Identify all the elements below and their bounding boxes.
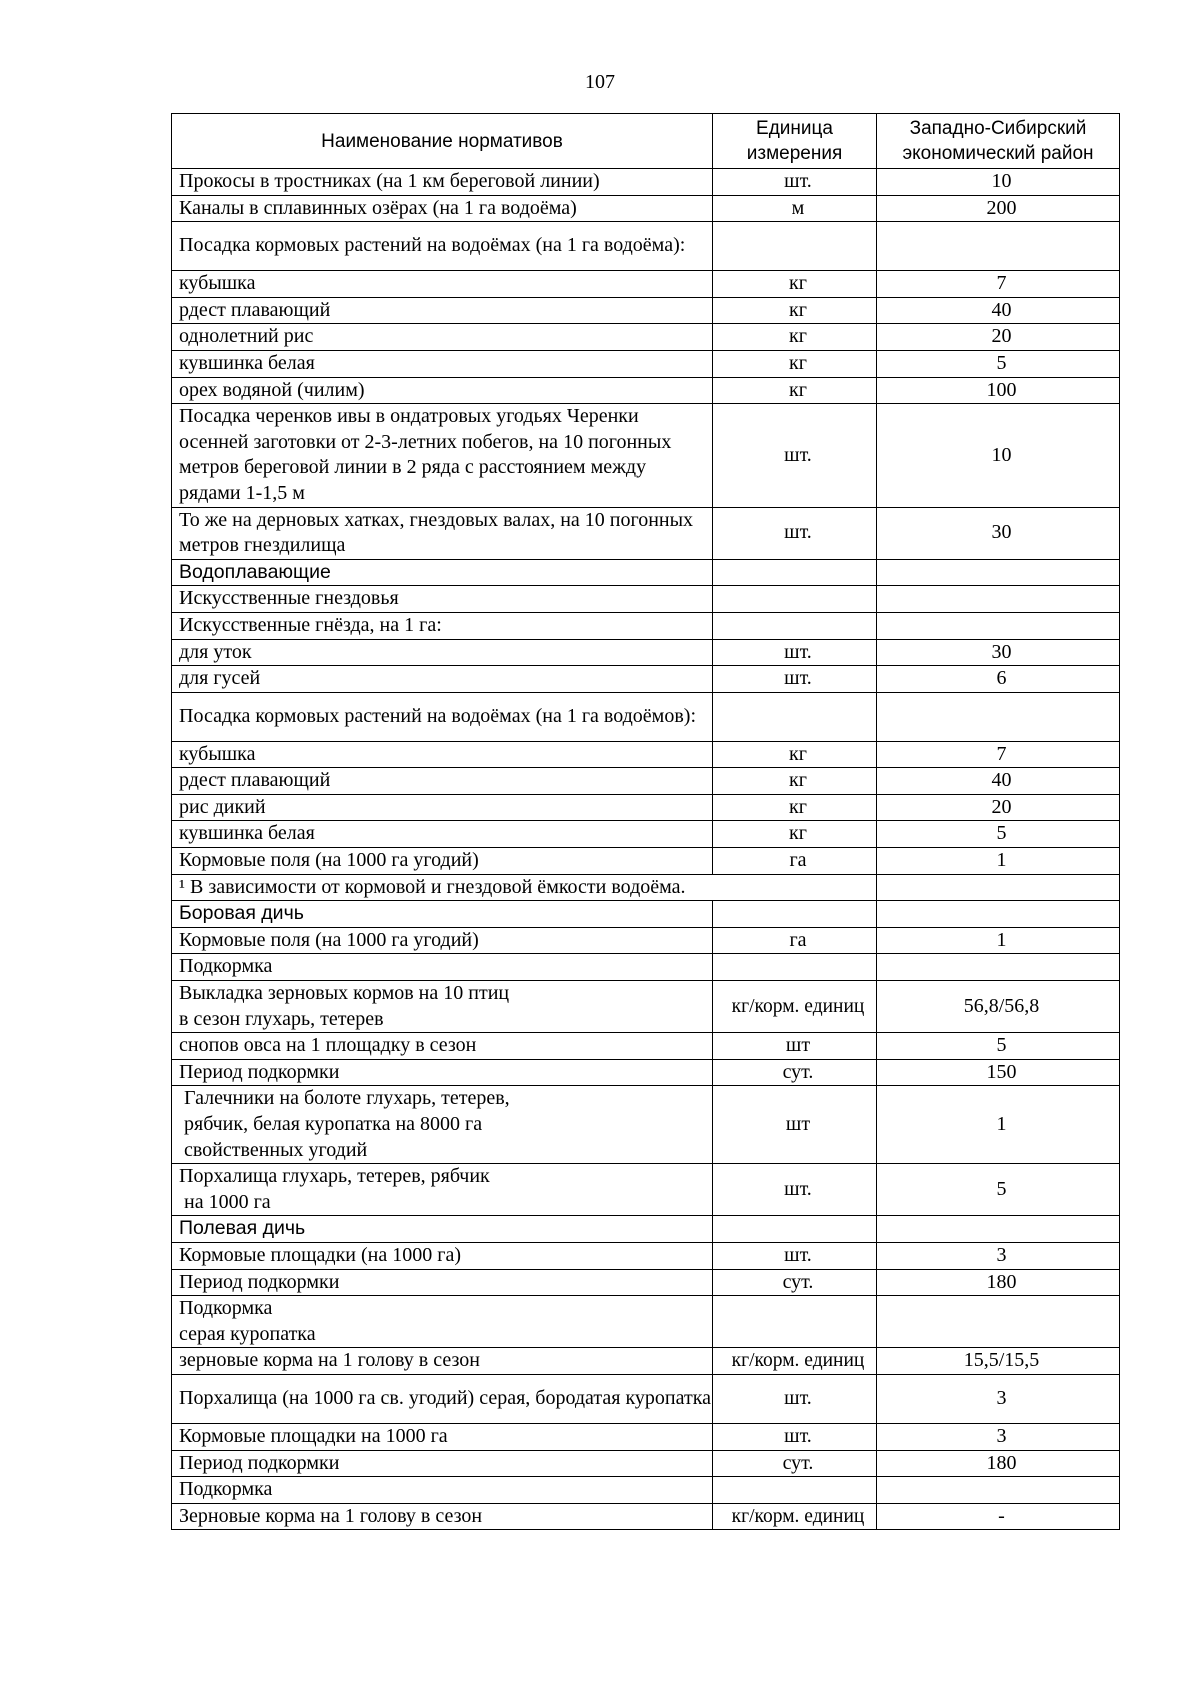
table-row [172, 1216, 1120, 1243]
row-value [877, 1296, 1120, 1348]
row-unit: кг [713, 324, 877, 351]
row-unit: кг [713, 271, 877, 298]
row-unit [713, 1216, 877, 1243]
row-value [877, 586, 1120, 613]
row-value [877, 692, 1120, 741]
row-name: Период подкормки [172, 1450, 713, 1477]
row-name: Прокосы в тростниках (на 1 км береговой линии) [172, 169, 713, 196]
row-value: 15,5/15,5 [877, 1348, 1120, 1375]
table-row [172, 768, 1120, 795]
row-value: 180 [877, 1450, 1120, 1477]
row-value [877, 1477, 1120, 1504]
row-name: То же на дерновых хатках, гнездовых валах, на 10 погонных метров гнездилища [172, 507, 713, 559]
row-value: 56,8/56,8 [877, 981, 1120, 1033]
row-unit: шт. [713, 169, 877, 196]
table-row [172, 324, 1120, 351]
table-row [172, 741, 1120, 768]
table-row [172, 1033, 1120, 1060]
row-unit: кг [713, 377, 877, 404]
table-row [172, 404, 1120, 507]
row-value: 7 [877, 271, 1120, 298]
row-name: кубышка [172, 741, 713, 768]
row-unit: кг [713, 821, 877, 848]
row-value: 10 [877, 169, 1120, 196]
table-row [172, 666, 1120, 693]
table-row [172, 1242, 1120, 1269]
table-row [172, 297, 1120, 324]
row-unit: кг [713, 297, 877, 324]
table-row [172, 1296, 1120, 1348]
row-unit: шт. [713, 1374, 877, 1423]
row-value [877, 954, 1120, 981]
row-name: Посадка черенков ивы в ондатровых угодьях Черенки осенней заготовки от 2-3-летних побегов, на 10 погонных метров береговой линии в 2 ряда с расстоянием между рядами 1-1,5 м [172, 404, 713, 507]
table-row [172, 1164, 1120, 1216]
table-row [172, 612, 1120, 639]
row-unit: кг/корм. единиц [713, 981, 877, 1033]
row-value [877, 901, 1120, 928]
row-name: для гусей [172, 666, 713, 693]
table-row [172, 1423, 1120, 1450]
row-value: 1 [877, 848, 1120, 875]
row-unit: га [713, 848, 877, 875]
row-unit [713, 692, 877, 741]
table-row [172, 377, 1120, 404]
table-row [172, 1348, 1120, 1375]
row-unit: кг [713, 741, 877, 768]
row-name: Кормовые площадки на 1000 га [172, 1423, 713, 1450]
row-unit: га [713, 927, 877, 954]
header-row [172, 114, 1120, 169]
row-value [877, 612, 1120, 639]
row-name: Посадка кормовых растений на водоёмах (на 1 га водоёмов): [172, 692, 713, 741]
row-value [877, 559, 1120, 586]
row-name: Выкладка зерновых кормов на 10 птиц в сезон глухарь, тетерев [172, 981, 713, 1033]
row-value: 150 [877, 1059, 1120, 1086]
row-name: рис дикий [172, 794, 713, 821]
row-name: снопов овса на 1 площадку в сезон [172, 1033, 713, 1060]
table-row [172, 507, 1120, 559]
row-value: 100 [877, 377, 1120, 404]
table-row [172, 350, 1120, 377]
row-value: 30 [877, 507, 1120, 559]
row-name: зерновые корма на 1 голову в сезон [172, 1348, 713, 1375]
row-unit: шт. [713, 404, 877, 507]
row-unit [713, 1296, 877, 1348]
table-row [172, 1059, 1120, 1086]
header-unit: Единица измерения [713, 114, 877, 169]
row-name: Зерновые корма на 1 голову в сезон [172, 1503, 713, 1530]
row-name: рдест плавающий [172, 297, 713, 324]
row-unit [713, 901, 877, 928]
row-unit [713, 954, 877, 981]
table-body [172, 169, 1120, 1530]
table-row [172, 981, 1120, 1033]
table-row [172, 794, 1120, 821]
table-row [172, 1374, 1120, 1423]
table-row [172, 586, 1120, 613]
row-name: для уток [172, 639, 713, 666]
row-value: 5 [877, 1164, 1120, 1216]
table-row [172, 901, 1120, 928]
row-unit: шт. [713, 507, 877, 559]
row-name: кувшинка белая [172, 821, 713, 848]
row-unit [713, 612, 877, 639]
page-number: 107 [585, 71, 615, 93]
table-row [172, 559, 1120, 586]
row-unit: шт. [713, 1242, 877, 1269]
norms-table [171, 113, 1120, 1530]
row-value: 3 [877, 1242, 1120, 1269]
row-name: орех водяной (чилим) [172, 377, 713, 404]
table-row [172, 1086, 1120, 1164]
row-unit: кг/корм. единиц [713, 1348, 877, 1375]
table-row [172, 169, 1120, 196]
row-unit: шт. [713, 1164, 877, 1216]
row-name: рдест плавающий [172, 768, 713, 795]
row-unit: м [713, 195, 877, 222]
row-name: кубышка [172, 271, 713, 298]
row-value [877, 1216, 1120, 1243]
row-unit [713, 1477, 877, 1504]
row-value: 200 [877, 195, 1120, 222]
table-row [172, 639, 1120, 666]
row-value: 20 [877, 324, 1120, 351]
row-name: Каналы в сплавинных озёрах (на 1 га водоёма) [172, 195, 713, 222]
row-value: 5 [877, 1033, 1120, 1060]
row-value: 5 [877, 821, 1120, 848]
row-name: Галечники на болоте глухарь, тетерев, рябчик, белая куропатка на 8000 га свойственных угодий [172, 1086, 713, 1164]
row-name: Кормовые поля (на 1000 га угодий) [172, 848, 713, 875]
row-value: 40 [877, 297, 1120, 324]
table-row [172, 1450, 1120, 1477]
table-row [172, 874, 1120, 901]
row-name: Период подкормки [172, 1269, 713, 1296]
row-name: Искусственные гнездовья [172, 586, 713, 613]
row-unit [713, 559, 877, 586]
table-row [172, 271, 1120, 298]
row-name: Порхалища глухарь, тетерев, рябчик на 1000 га [172, 1164, 713, 1216]
row-name: ¹ В зависимости от кормовой и гнездовой ёмкости водоёма. [172, 874, 713, 901]
row-unit: кг [713, 350, 877, 377]
row-unit [713, 222, 877, 271]
table-row [172, 821, 1120, 848]
row-name: Кормовые площадки (на 1000 га) [172, 1242, 713, 1269]
table-row [172, 222, 1120, 271]
row-unit: кг/корм. единиц [713, 1503, 877, 1530]
table-row [172, 1269, 1120, 1296]
table-row [172, 195, 1120, 222]
row-name: Искусственные гнёзда, на 1 га: [172, 612, 713, 639]
row-unit: сут. [713, 1450, 877, 1477]
row-unit [713, 874, 877, 901]
table-row [172, 954, 1120, 981]
row-unit: сут. [713, 1059, 877, 1086]
row-value: 30 [877, 639, 1120, 666]
row-value [877, 222, 1120, 271]
row-value [877, 874, 1120, 901]
row-unit: кг [713, 794, 877, 821]
table-header [172, 114, 1120, 169]
table-row [172, 848, 1120, 875]
row-value: 1 [877, 927, 1120, 954]
table-row [172, 692, 1120, 741]
section-heading: Водоплавающие [172, 559, 713, 586]
row-value: 180 [877, 1269, 1120, 1296]
row-unit [713, 586, 877, 613]
row-value: 6 [877, 666, 1120, 693]
row-name: кувшинка белая [172, 350, 713, 377]
row-unit: шт [713, 1033, 877, 1060]
row-value: 5 [877, 350, 1120, 377]
table-row [172, 1503, 1120, 1530]
row-value: 20 [877, 794, 1120, 821]
row-value: 3 [877, 1374, 1120, 1423]
row-unit: шт. [713, 1423, 877, 1450]
row-name: Подкормка [172, 954, 713, 981]
row-name: Подкормка [172, 1477, 713, 1504]
row-value: 10 [877, 404, 1120, 507]
row-name: Порхалища (на 1000 га св. угодий) серая, бородатая куропатка [172, 1374, 713, 1423]
row-name: Кормовые поля (на 1000 га угодий) [172, 927, 713, 954]
row-value: 3 [877, 1423, 1120, 1450]
row-value: 7 [877, 741, 1120, 768]
row-name: однолетний рис [172, 324, 713, 351]
row-value: 40 [877, 768, 1120, 795]
row-value: 1 [877, 1086, 1120, 1164]
row-name: Подкормка серая куропатка [172, 1296, 713, 1348]
header-region: Западно-Сибирский экономический район [877, 114, 1120, 169]
row-unit: шт. [713, 666, 877, 693]
header-name: Наименование нормативов [172, 114, 713, 169]
row-unit: кг [713, 768, 877, 795]
section-heading: Полевая дичь [172, 1216, 713, 1243]
section-heading: Боровая дичь [172, 901, 713, 928]
table-row [172, 927, 1120, 954]
row-name: Посадка кормовых растений на водоёмах (на 1 га водоёма): [172, 222, 713, 271]
row-name: Период подкормки [172, 1059, 713, 1086]
row-unit: сут. [713, 1269, 877, 1296]
row-unit: шт [713, 1086, 877, 1164]
table-row [172, 1477, 1120, 1504]
row-unit: шт. [713, 639, 877, 666]
row-value: - [877, 1503, 1120, 1530]
